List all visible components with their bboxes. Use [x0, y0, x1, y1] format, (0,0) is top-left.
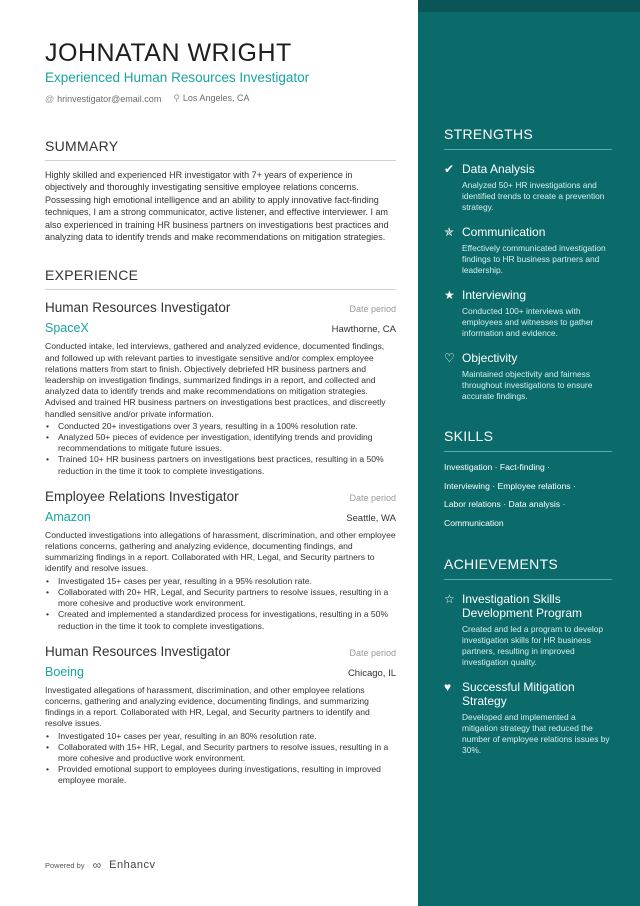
- job-bullets: [45, 421, 396, 477]
- at-icon: @: [45, 93, 55, 104]
- strength-desc: Effectively communicated investigation findings to HR business partners and leadership.: [462, 243, 606, 275]
- star-half-icon: ✯: [444, 225, 455, 239]
- job-entry: [45, 489, 396, 632]
- achievement-item: [444, 680, 612, 756]
- job-entry: [45, 300, 396, 476]
- footer-brand: [45, 858, 155, 872]
- check-icon: ✔: [444, 162, 455, 176]
- powered-by-text: Powered by: [45, 860, 85, 870]
- skills-heading: SKILLS: [444, 428, 612, 452]
- job-entry: [45, 644, 396, 787]
- location-item: [173, 93, 249, 104]
- email-item: [45, 94, 161, 104]
- brand-name: Enhancv: [109, 859, 156, 871]
- achievement-desc: Developed and implemented a mitigation strategy that reduced the number of employee relations issues by 30%.: [462, 712, 610, 755]
- star-icon: ★: [444, 288, 455, 302]
- job-bullet: • Created and implemented a standardized process for investigations, resulting in a 50% reduction in the time it took to complete investigations.: [45, 609, 396, 631]
- strength-title: Communication: [462, 225, 546, 239]
- job-bullet: • Trained 10+ HR business partners on investigations best practices, resulting in a 50% reduction in the time it took to complete investigations.: [45, 454, 396, 476]
- summary-text: Highly skilled and experienced HR investigator with 7+ years of experience in objectively and thoroughly investigating sensitive employee relations concerns. Possessing high emotional intelligence and an ability to apply innovative fact-finding techniques, I am a strong communicator, active listener, and effective interviewer. I am also experienced in training HR business partners on investigations best practices and analyzing data to identify trends and make recommendations on mitigation strategies.: [45, 170, 389, 243]
- achievement-item: [444, 592, 612, 668]
- job-location: Chicago, IL: [347, 667, 396, 679]
- candidate-name: JOHNATAN WRIGHT: [45, 39, 292, 67]
- strength-title: Data Analysis: [462, 162, 535, 176]
- location-pin-icon: ⚲: [173, 93, 180, 103]
- job-bullet: • Provided emotional support to employees during investigations, resulting in improved employee morale.: [45, 764, 396, 786]
- job-bullet: • Conducted 20+ investigations over 3 years, resulting in a 100% resolution rate.: [45, 421, 396, 432]
- strength-item: [444, 351, 612, 402]
- job-role: Human Resources Investigator: [45, 300, 231, 316]
- strength-item: [444, 162, 612, 213]
- job-location: Seattle, WA: [346, 512, 396, 524]
- strength-title: Objectivity: [462, 351, 518, 365]
- job-date: Date period: [349, 492, 396, 503]
- achievement-title: Successful Mitigation Strategy: [462, 680, 575, 708]
- strength-desc: Analyzed 50+ HR investigations and identified trends to create a prevention strategy.: [462, 180, 605, 212]
- job-company: SpaceX: [45, 321, 89, 336]
- job-role: Human Resources Investigator: [45, 643, 231, 659]
- job-bullet: • Investigated 10+ cases per year, resulting in an 80% resolution rate.: [45, 731, 396, 742]
- job-bullets: [45, 576, 396, 632]
- skills-list: [444, 458, 612, 532]
- location-text: Los Angeles, CA: [182, 93, 250, 103]
- job-date: Date period: [349, 647, 396, 658]
- candidate-title: Experienced Human Resources Investigator: [45, 70, 310, 85]
- heart-icon: ♥: [444, 680, 452, 694]
- job-bullet: • Collaborated with 20+ HR, Legal, and Security partners to resolve issues, resulting in a more cohesive and productive work environment.: [45, 587, 396, 609]
- email-text: hrinvestigator@email.com: [57, 93, 162, 104]
- strength-item: [444, 225, 612, 276]
- sidebar-top-bar: [418, 0, 640, 12]
- achievement-desc: Created and led a program to develop investigation skills for HR business partners, resulting in improved investigation quality.: [462, 624, 604, 667]
- strength-title: Interviewing: [462, 288, 527, 302]
- achievements-heading: ACHIEVEMENTS: [444, 556, 612, 580]
- strength-item: [444, 288, 612, 339]
- strengths-heading: STRENGTHS: [444, 126, 612, 150]
- enhancv-logo-icon: ∞: [92, 858, 102, 872]
- job-location: Hawthorne, CA: [331, 324, 396, 336]
- star-outline-icon: ☆: [444, 592, 455, 606]
- experience-heading: EXPERIENCE: [45, 267, 396, 290]
- skill-line: Investigation · Fact-finding ·: [444, 462, 551, 472]
- job-bullet: • Investigated 15+ cases per year, resulting in a 95% resolution rate.: [45, 576, 396, 587]
- job-description: Conducted intake, led interviews, gathered and analyzed evidence, documented findings, and followed up with relevant parties to investigate sensitive and/or complex employee relations matters from start to finish. Objectively debriefed HR business partners and leadership on investigation findings, summarized findings in a report, and collected and analyzed data to identify trends and make recommendations on mitigation strategies. Advised and trained HR business partners on investigations best practices, and discreetly handled sensitive and/or private information.: [45, 341, 386, 419]
- skill-line: Labor relations · Data analysis ·: [444, 499, 566, 509]
- job-company: Amazon: [45, 509, 91, 524]
- strength-desc: Conducted 100+ interviews with employees and witnesses to gather information and evidence.: [462, 306, 594, 338]
- job-company: Boeing: [45, 664, 84, 679]
- contact-info: [45, 93, 396, 104]
- skill-line: Interviewing · Employee relations ·: [444, 480, 576, 491]
- achievement-title: Investigation Skills Development Program: [462, 592, 583, 620]
- skill-line: Communication: [444, 517, 504, 528]
- sidebar-column: [418, 0, 640, 906]
- strength-desc: Maintained objectivity and fairness throughout investigations to ensure accurate findings.: [462, 369, 593, 401]
- job-bullets: [45, 731, 396, 787]
- job-description: Investigated allegations of harassment, discrimination, and other employee relations concerns, gathering and analyzing evidence, documenting findings, and summarizing findings in a report. Collaborated with HR, Legal, and Security partners to identify and resolve issues.: [45, 684, 370, 729]
- lightbulb-icon: ♡: [444, 351, 455, 365]
- job-role: Employee Relations Investigator: [45, 488, 239, 504]
- summary-heading: SUMMARY: [45, 138, 396, 161]
- job-description: Conducted investigations into allegations of harassment, discrimination, and other employee relations concerns, gathering and analyzing evidence, documenting findings, and summarizing findings in a report. Collaborated with HR, Legal, and Security partners to identify and resolve issues.: [45, 529, 396, 574]
- job-date: Date period: [349, 304, 396, 315]
- job-bullet: • Collaborated with 15+ HR, Legal, and Security partners to resolve issues, resulting in a more cohesive and productive work environment.: [45, 742, 396, 764]
- job-bullet: • Analyzed 50+ pieces of evidence per investigation, identifying trends and providing recommendations to mitigate future issues.: [45, 432, 396, 454]
